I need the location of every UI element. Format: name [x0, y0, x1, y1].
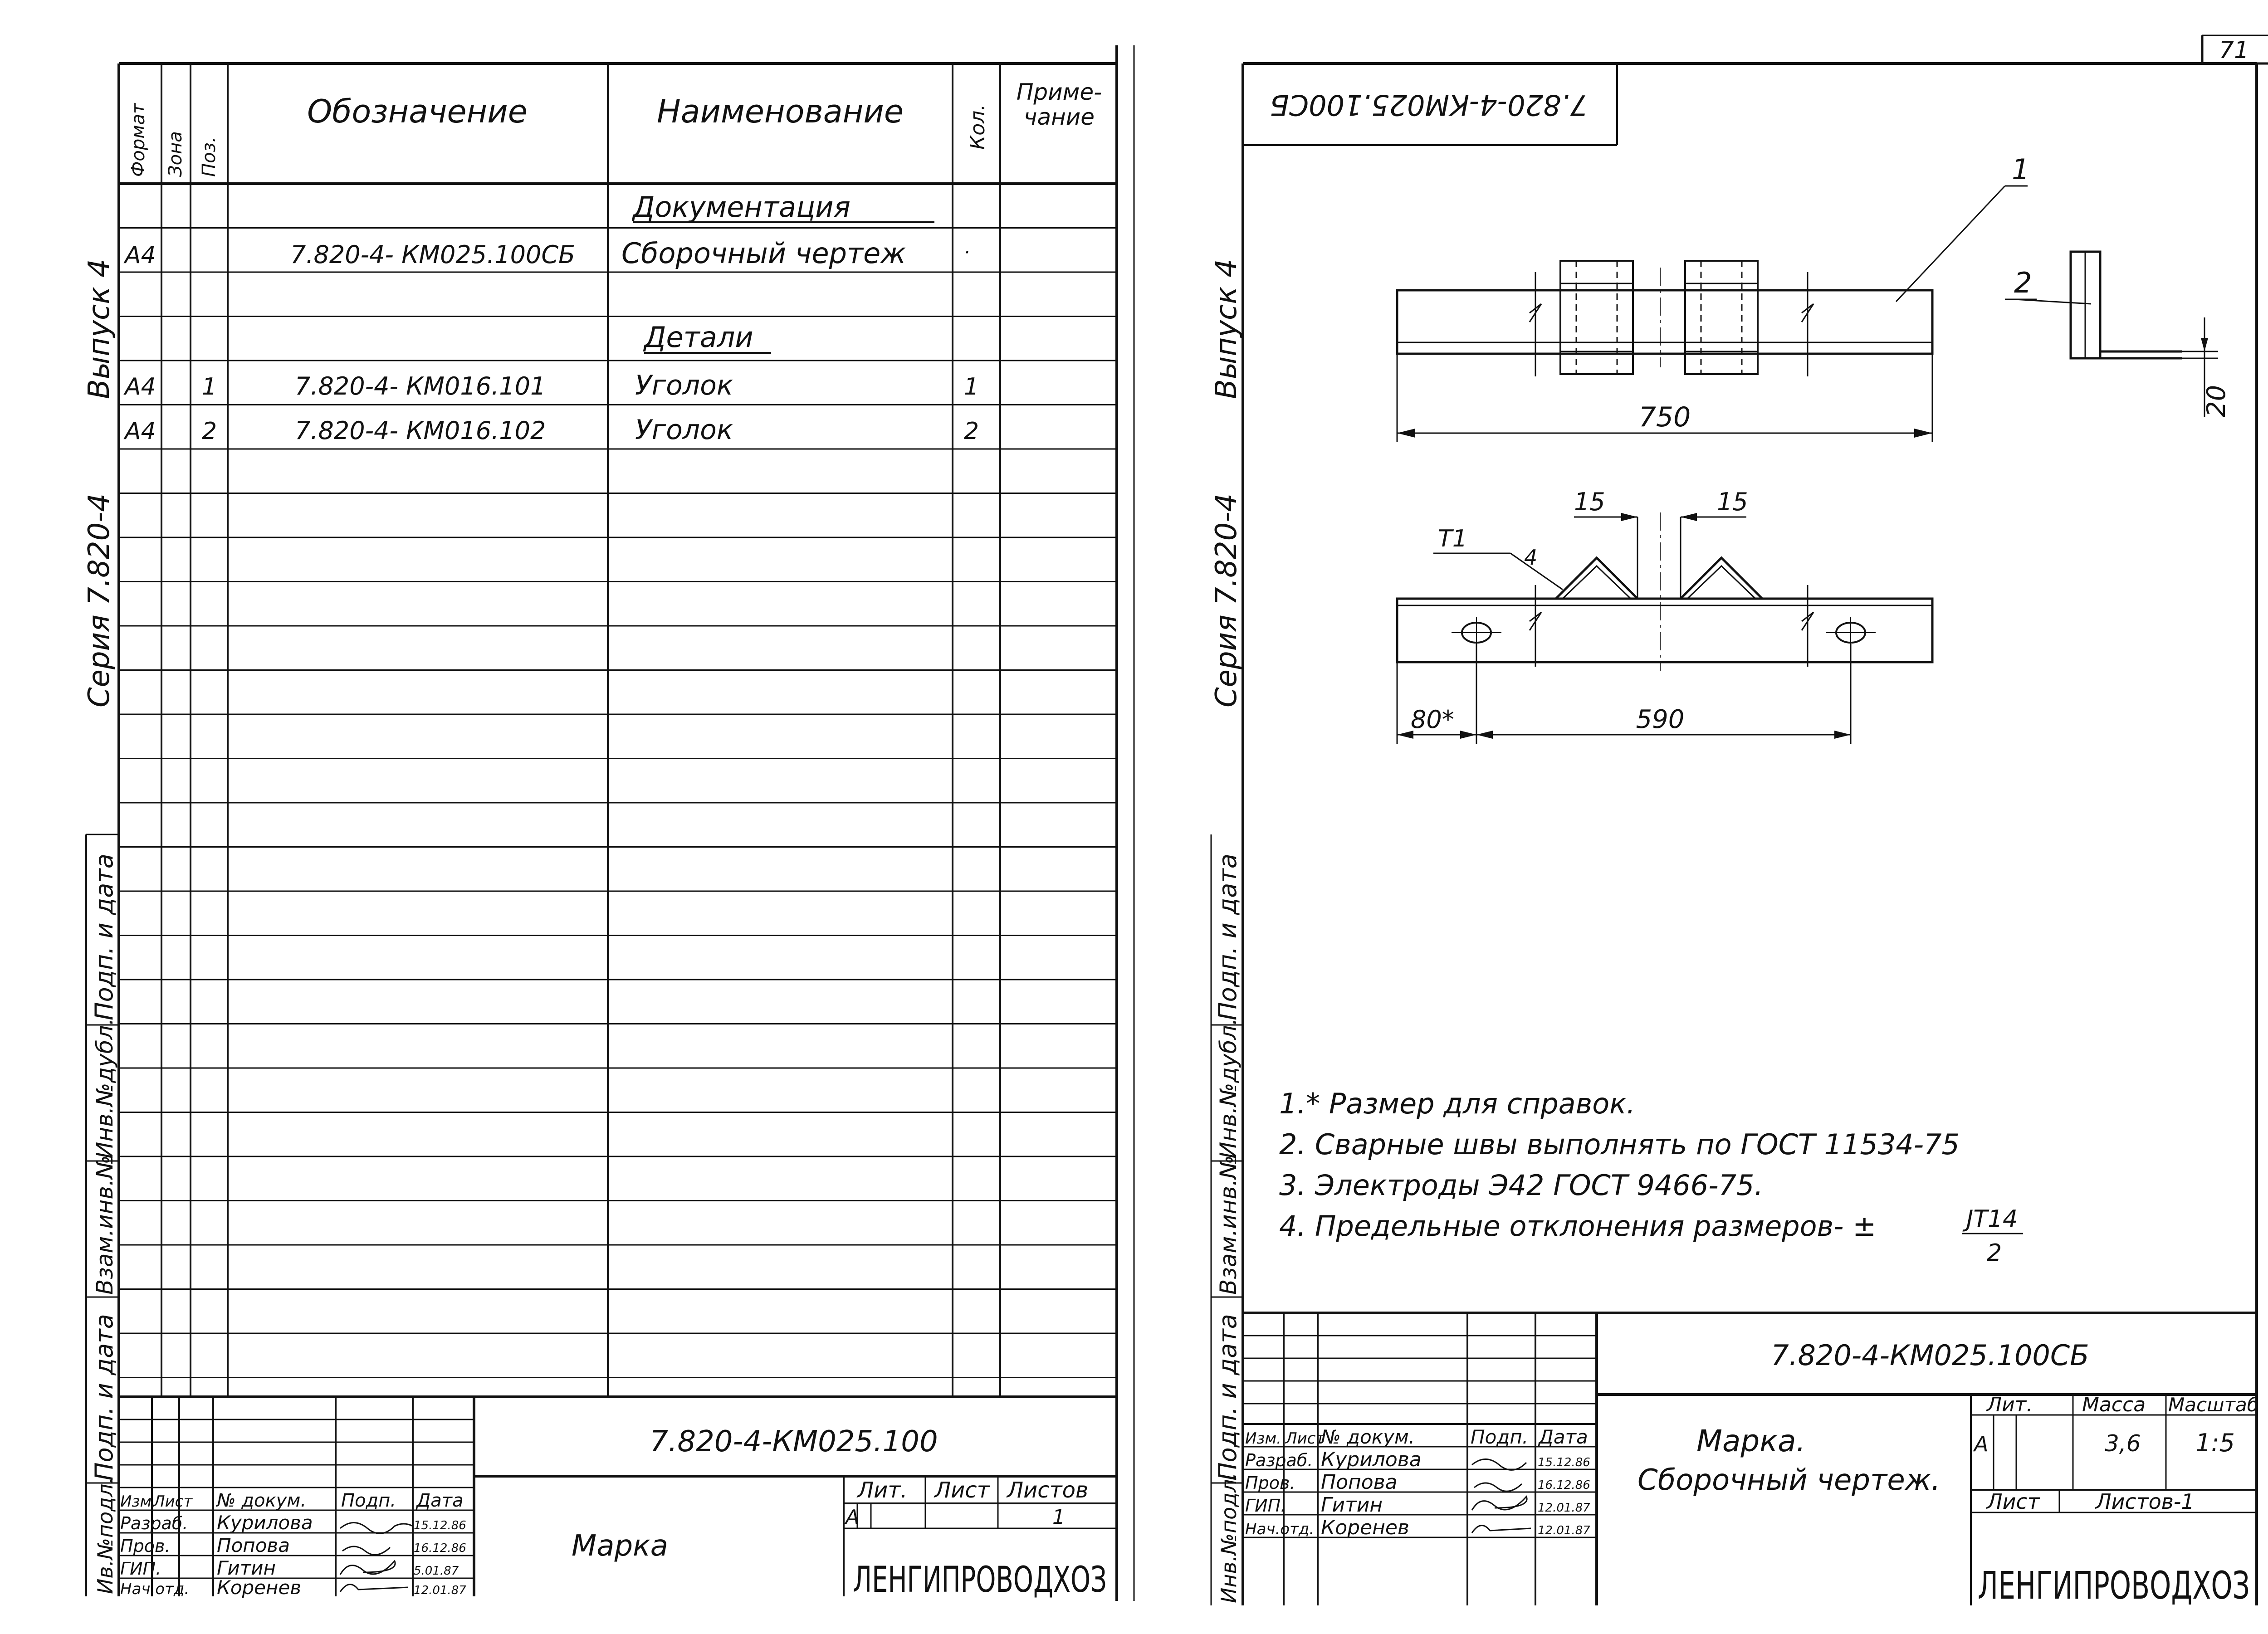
- side-vzam: Взам.инв.№: [92, 1155, 118, 1295]
- header-name: Наименование: [657, 93, 904, 130]
- left-sheet: [83, 45, 1134, 1601]
- col-list: Лист: [153, 1493, 193, 1511]
- product-name-2: Сборочный чертеж.: [1637, 1463, 1941, 1497]
- row-qty: 2: [964, 418, 979, 445]
- mirrored-code: 7.820-4-КМ025.100СБ: [1270, 88, 1588, 122]
- header-designation: Обозначение: [307, 93, 528, 130]
- staff-date: 15.12.86: [1538, 1456, 1590, 1469]
- lit-value: А: [846, 1506, 860, 1529]
- row-name: Уголок: [635, 370, 733, 401]
- note-4: 4. Предельные отклонения размеров- ±: [1279, 1210, 1877, 1243]
- staff-role: Разраб.: [1245, 1450, 1313, 1470]
- dim-80: 80*: [1411, 705, 1454, 734]
- side-sign-date: Подп. и дата: [1213, 854, 1242, 1020]
- sheet-label: Лист: [1987, 1489, 2040, 1514]
- right-sheet: [1210, 63, 2259, 1608]
- page-number-box: [2202, 35, 2268, 64]
- weld-label: Т1: [1438, 525, 1467, 552]
- tolerance-den: 2: [1987, 1239, 2002, 1267]
- lit-label: Лит.: [857, 1478, 908, 1503]
- staff-date: 12.01.87: [1538, 1501, 1590, 1515]
- callout-2: 2: [2014, 266, 2032, 299]
- dim-590: 590: [1636, 705, 1685, 734]
- row-name: Сборочный чертеж: [621, 237, 906, 270]
- staff-date: 12.01.87: [1538, 1524, 1590, 1537]
- col-date: Дата: [1539, 1426, 1588, 1448]
- col-list: Лист: [1286, 1429, 1325, 1448]
- col-sign: Подп.: [341, 1490, 396, 1511]
- side-inv-dupl: Инв.№дубл.: [1215, 1018, 1242, 1159]
- dim-15-a: 15: [1574, 488, 1605, 516]
- row-qty-dot: ·: [964, 242, 970, 263]
- row-name: Документация: [633, 190, 850, 224]
- side-sign-date: Подп. и дата: [90, 854, 118, 1020]
- assembly-top-view: [1397, 153, 2029, 442]
- product-name-1: Марка.: [1696, 1424, 1806, 1458]
- scale-label: Масштаб: [2168, 1394, 2259, 1416]
- title-doc-code: 7.820-4-КМ025.100: [650, 1425, 938, 1458]
- right-title-block: [1243, 1313, 2259, 1608]
- staff-name: Гитин: [1321, 1493, 1383, 1517]
- staff-date: 15.12.86: [414, 1519, 466, 1532]
- row-designation: 7.820-4- КМ016.102: [295, 416, 546, 445]
- staff-role: ГИП.: [1245, 1496, 1286, 1516]
- scale-value: 1:5: [2195, 1429, 2235, 1457]
- row-designation: 7.820-4- КМ025.100СБ: [290, 240, 576, 269]
- header-qty: Кол.: [966, 104, 989, 150]
- mirrored-code-box: [1243, 63, 1617, 145]
- side-release: Выпуск 4: [83, 259, 116, 399]
- col-izm: Изм.: [120, 1493, 156, 1511]
- col-sign: Подп.: [1471, 1426, 1529, 1448]
- row-angle-1: [123, 370, 979, 401]
- row-pos: 1: [202, 373, 217, 400]
- dim-15-b: 15: [1717, 488, 1748, 516]
- row-designation: 7.820-4- КМ016.101: [295, 372, 546, 400]
- staff-name: Попова: [217, 1534, 290, 1556]
- left-title-block: [119, 1397, 1117, 1600]
- staff-name: Коренев: [1321, 1516, 1409, 1539]
- note-2: 2. Сварные швы выполнять по ГОСТ 11534-75: [1279, 1128, 1960, 1161]
- staff-name: Курилова: [217, 1512, 313, 1534]
- title-doc-code: 7.820-4-КМ025.100СБ: [1771, 1339, 2089, 1372]
- row-qty: 1: [964, 373, 979, 400]
- product-name: Марка: [572, 1529, 668, 1563]
- header-pos: Поз.: [199, 137, 220, 177]
- organization-logo: ЛЕНГИПРОВОДХОЗ: [1978, 1563, 2250, 1608]
- col-izm: Изм.: [1245, 1429, 1281, 1448]
- row-format: А4: [125, 373, 156, 400]
- mass-value: 3,6: [2105, 1430, 2141, 1457]
- side-vzam: Взам.инв.№: [1215, 1155, 1242, 1295]
- lit-value: А: [1974, 1432, 1989, 1456]
- row-documentation: [631, 190, 934, 224]
- sheets-label: Листов-1: [2096, 1489, 2195, 1514]
- staff-role: Разраб.: [120, 1513, 188, 1533]
- assembly-front-view: [1397, 488, 1932, 744]
- header-zone: Зона: [165, 131, 186, 177]
- row-assembly-drawing: [123, 237, 970, 270]
- side-series: Серия 7.820-4: [1210, 493, 1243, 707]
- side-series: Серия 7.820-4: [83, 493, 116, 707]
- side-inv-orig: Инв.№подл.: [1217, 1472, 1241, 1603]
- side-release: Выпуск 4: [1210, 259, 1243, 399]
- col-doc-num: № докум.: [217, 1490, 307, 1511]
- row-format: А4: [125, 242, 156, 269]
- row-name: Детали: [644, 321, 753, 354]
- staff-date: 16.12.86: [1538, 1478, 1590, 1492]
- technical-notes: [1279, 1087, 2023, 1267]
- page-number: 71: [2219, 37, 2249, 64]
- header-format: Формат: [128, 103, 149, 177]
- col-date: Дата: [416, 1490, 464, 1511]
- dim-750: 750: [1638, 401, 1691, 433]
- staff-name: Попова: [1321, 1471, 1398, 1494]
- signatures: [1472, 1459, 1531, 1533]
- header-note-2: чание: [1023, 104, 1095, 130]
- mass-label: Масса: [2082, 1393, 2146, 1416]
- staff-role: Нач.отд.: [120, 1580, 190, 1598]
- row-name: Уголок: [635, 414, 733, 446]
- staff-date: 12.01.87: [414, 1584, 466, 1597]
- angle-side-view: [2005, 252, 2231, 417]
- staff-role: Нач.отд.: [1245, 1520, 1315, 1538]
- header-note-1: Приме-: [1016, 79, 1102, 105]
- staff-date: 5.01.87: [414, 1564, 459, 1578]
- side-inv-dupl: Инв.№дубл.: [92, 1018, 118, 1159]
- note-1: 1.* Размер для справок.: [1279, 1087, 1636, 1120]
- row-angle-2: [123, 414, 979, 446]
- row-format: А4: [125, 418, 156, 445]
- staff-name: Гитин: [217, 1557, 276, 1579]
- side-sign-date-2: Подп. и дата: [90, 1314, 118, 1481]
- sheets-label: Листов: [1007, 1478, 1089, 1503]
- sheet-label: Лист: [934, 1478, 990, 1503]
- row-pos: 2: [202, 418, 217, 445]
- staff-role: ГИП.: [120, 1559, 161, 1579]
- weld-leg: 4: [1524, 545, 1538, 570]
- row-details-heading: [643, 321, 771, 354]
- side-sign-date-2: Подп. и дата: [1213, 1314, 1242, 1481]
- staff-name: Курилова: [1321, 1448, 1422, 1471]
- staff-name: Коренев: [217, 1576, 302, 1599]
- note-3: 3. Электроды Э42 ГОСТ 9466-75.: [1279, 1169, 1764, 1202]
- side-inv-orig: Ив.№подл.: [93, 1477, 117, 1594]
- tolerance-num: JT14: [1966, 1205, 2018, 1233]
- organization-logo: ЛЕНГИПРОВОДХОЗ: [853, 1560, 1107, 1600]
- staff-role: Пров.: [120, 1536, 171, 1556]
- staff-role: Пров.: [1245, 1473, 1295, 1493]
- callout-1: 1: [2012, 153, 2030, 186]
- lit-label: Лит.: [1987, 1393, 2033, 1416]
- staff-date: 16.12.86: [414, 1541, 466, 1555]
- sheets-value: 1: [1052, 1506, 1065, 1529]
- col-doc-num: № докум.: [1321, 1426, 1415, 1448]
- dim-20: 20: [2202, 385, 2231, 417]
